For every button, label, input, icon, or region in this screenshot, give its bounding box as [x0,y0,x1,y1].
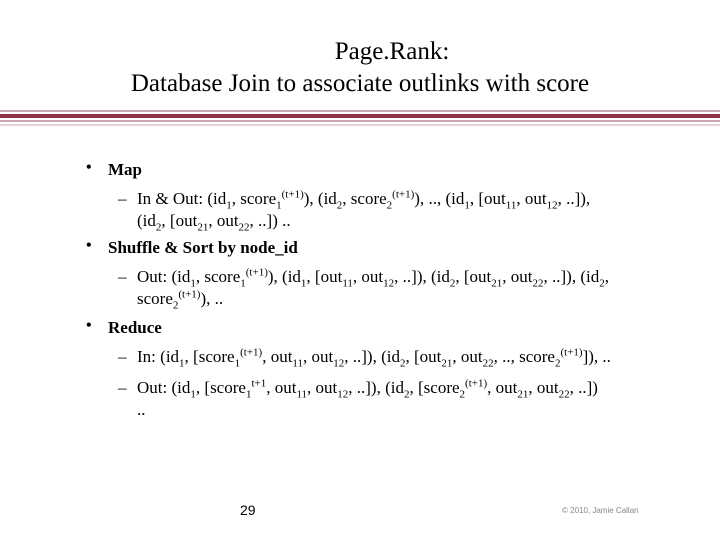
bullet-icon: • [86,237,92,254]
sub-line: ($id_2$, [out$_{21}$, out$_{22}$, ..]) .. [137,211,291,234]
sub-line: Out: ($id_1$, [score$_1^{t+1}$, out$_{11}$, out$_{12}$, ..]), ($id_2$, [score$_2^{(t+1)}$, out$_{21}$, out$_{22}$, ..]) [137,377,598,401]
dash-icon: – [118,347,127,366]
dash-icon: – [118,378,127,397]
bullet-label: Map [108,160,142,179]
sub-line: In: ($id_1$, [score$_1^{(t+1)}$, out$_{11}$, out$_{12}$, ..]), ($id_2$, [out$_{21}$, out$_{22}$, .., score$_2^{(t+1)}$]), .. [137,346,611,370]
bullet-icon: • [86,317,92,334]
bullet-icon: • [86,159,92,176]
sub-item-map-in-out [118,188,708,232]
dash-icon: – [118,267,127,286]
sub-line: .. [137,400,146,419]
title-line-1: Page.Rank: [334,38,450,65]
sub-line: In & Out: ($id_1$, score$_1^{(t+1)}$), ($id_2$, score$_2^{(t+1)}$), .., ($id_1$, [out$_{11}$, out$_{12}$, ..]), [137,188,591,212]
sub-line: score$_2^{(t+1)}$), .. [137,288,224,312]
sub-item-reduce-out [118,377,708,421]
bullet-label: Shuffle & Sort by node_id [108,238,298,257]
dash-icon: – [118,189,127,208]
copyright-notice: © 2010, Jamie Callan [562,506,639,515]
sub-item-shuffle-out [118,266,708,310]
sub-line: Out: ($id_1$, score$_1^{(t+1)}$), ($id_1$, [out$_{11}$, out$_{12}$, ..]), ($id_2$, [out$_{21}$, out$_{22}$, ..]), ($id_2$, [137,266,609,290]
bullet-label: Reduce [108,318,162,337]
title-line-2: Database Join to associate outlinks with score [130,70,590,97]
sub-item-reduce-in [118,346,708,368]
page-number: 29 [240,502,256,518]
